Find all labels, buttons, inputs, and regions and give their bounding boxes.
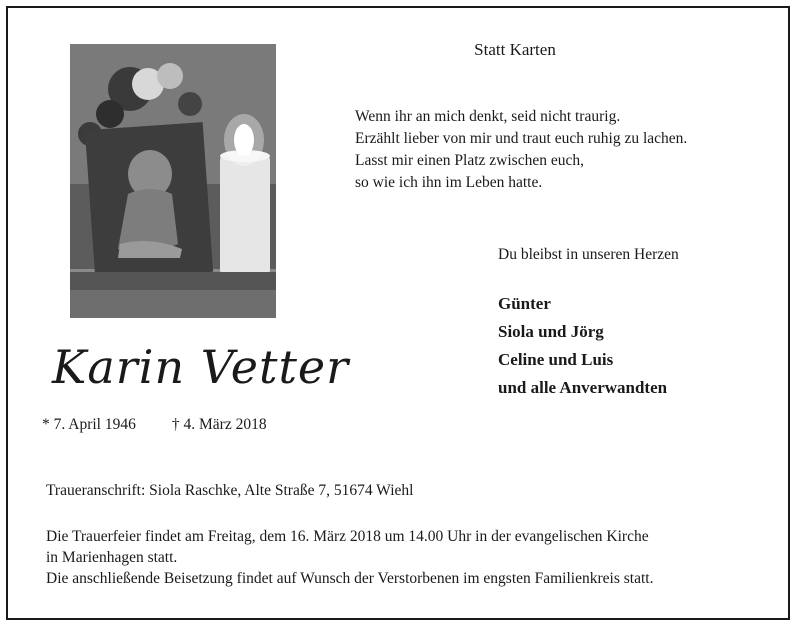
memorial-photo-illustration bbox=[70, 44, 276, 318]
life-dates bbox=[42, 416, 267, 434]
mourner: und alle Anverwandten bbox=[498, 378, 668, 397]
service-line: Die Trauerfeier findet am Freitag, dem 16. März 2018 um 14.00 Uhr in der evangelischen Kirche bbox=[46, 528, 649, 545]
memorial-photo bbox=[70, 44, 276, 318]
service-line: Die anschließende Beisetzung findet auf Wunsch der Verstorbenen im engsten Familienkreis statt. bbox=[46, 570, 654, 587]
service-info bbox=[46, 526, 766, 589]
mourner: Siola und Jörg bbox=[498, 322, 604, 341]
header-title: Statt Karten bbox=[474, 40, 556, 59]
poem-line: so wie ich ihn im Leben hatte. bbox=[355, 174, 543, 191]
death-date: † 4. März 2018 bbox=[171, 416, 267, 433]
poem-line: Erzählt lieber von mir und traut euch ruhig zu lachen. bbox=[355, 130, 688, 147]
mourner: Celine und Luis bbox=[498, 350, 614, 369]
mourners-list bbox=[498, 290, 667, 402]
remember-text: Du bleibst in unseren Herzen bbox=[498, 246, 679, 263]
poem-line: Lasst mir einen Platz zwischen euch, bbox=[355, 152, 584, 169]
poem bbox=[355, 106, 775, 194]
deceased-name: Karin Vetter bbox=[52, 340, 350, 394]
mourner: Günter bbox=[498, 294, 551, 313]
poem-line: Wenn ihr an mich denkt, seid nicht traurig. bbox=[355, 108, 621, 125]
mourning-address: Traueranschrift: Siola Raschke, Alte Straße 7, 51674 Wiehl bbox=[46, 482, 414, 499]
birth-date: * 7. April 1946 bbox=[42, 416, 136, 433]
service-line: in Marienhagen statt. bbox=[46, 549, 178, 566]
